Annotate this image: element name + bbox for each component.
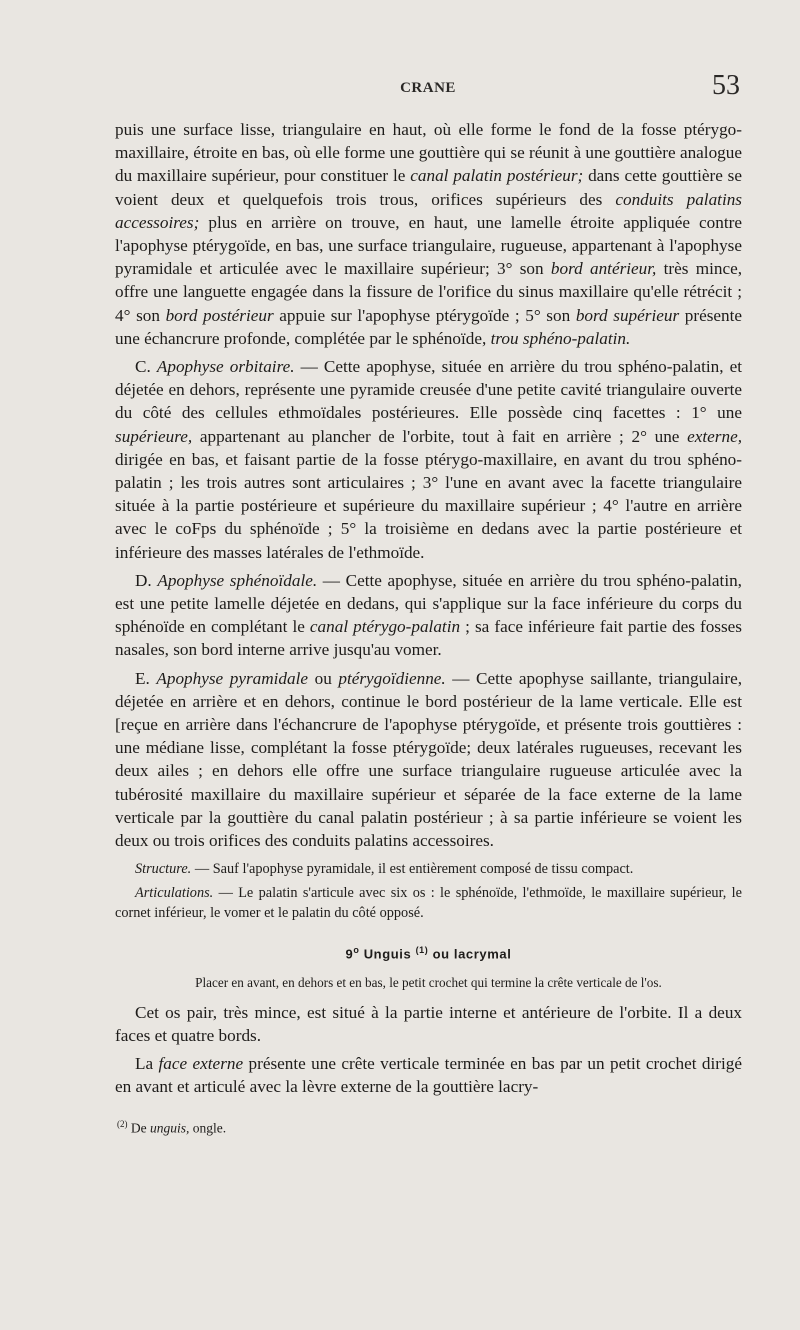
text-run: ; sa face inférieure fait partie des fosses nasales, son bord interne arrive jusqu'au vomer. xyxy=(115,617,742,660)
paragraph-palatin-surface xyxy=(115,118,742,350)
text-run: puis une surface lisse, triangulaire en haut, où elle forme le fond de la fosse ptérygo-maxillaire, étroite en bas, où elle forme une gouttière qui se réunit à une gouttière analogue du maxillaire supérieur, pour constituer le xyxy=(115,120,742,186)
section-number: 9 xyxy=(345,946,354,962)
footnote-mark: (2) xyxy=(117,1118,128,1129)
text-run: plus en arrière on trouve, en haut, une lamelle étroite appliquée contre l'apophyse ptérygoïde, en bas, une surface triangulaire, rugueuse, appartenant à l'apophyse pyramidale et articulée avec le maxillaire supérieur; 3° son xyxy=(115,212,742,279)
section-title-rest: ou lacrymal xyxy=(428,946,512,962)
paragraph-structure xyxy=(115,859,742,879)
running-head: CRANE xyxy=(400,80,456,96)
term-conduits-palatins-accessoires: conduits palatins accessoires; xyxy=(115,189,742,232)
text-run: De xyxy=(127,1120,150,1136)
text-run: présente une crête verticale terminée en bas par un petit crochet dirigé en avant et articulé avec la lèvre externe de la gouttière lacry- xyxy=(115,1054,742,1097)
page-header xyxy=(116,70,740,118)
text-run: — Cette apophyse saillante, triangulaire, déjetée en arrière et en dehors, continue le bord postérieur de la lame verticale. Elle est [reçue en arrière dans l'échancrure de l'apophyse ptérygoïde, et présente trois gouttières : une médiane lisse, complétant la fosse ptérygoïde; deux latérales rugueuses, recevant les deux ailes ; en dehors elle offre une surface triangulaire rugueuse articulée avec la tubérosité maxillaire du maxillaire supérieur et séparée de la face externe de la lame verticale par la gouttière du canal palatin postérieur ; à sa partie inférieure se voient les deux ou trois orifices des conduits palatins accessoires. xyxy=(115,668,742,851)
heading-articulations: Articulations. xyxy=(135,885,214,902)
text-run: très mince, offre une languette engagée dans la fissure de l'orifice du sinus maxillaire qu'elle rétrécit ; 4° son xyxy=(115,259,742,325)
text-run: — Le palatin s'articule avec six os : le sphénoïde, l'ethmoïde, le maxillaire supérieur, le cornet inférieur, le vomer et le palatin du côté opposé. xyxy=(115,885,742,922)
text-run: — Cette apophyse, située en arrière du trou sphéno-palatin, et déjetée en dehors, représente une pyramide creusée d'une petite cavité triangulaire ouverte du côté des cellules ethmoïdales postérieures. Elle possède cinq facettes : 1° une xyxy=(115,357,743,423)
paragraph-apophyse-pyramidale xyxy=(115,667,742,853)
footnote-ref: (1) xyxy=(415,945,429,956)
section-letter: D. xyxy=(135,570,158,590)
paragraph-apophyse-sphenoidale xyxy=(115,569,742,662)
term-trou-spheno-palatin: trou sphéno-palatin. xyxy=(490,328,631,348)
page-number: 53 xyxy=(712,70,740,101)
heading-apophyse-orbitaire: Apophyse orbitaire. xyxy=(156,357,295,377)
paragraph-unguis-intro: Cet os pair, très mince, est situé à la partie interne et antérieure de l'orbite. Il a deux faces et quatre bords. xyxy=(115,1002,742,1046)
term-canal-pterygo-palatin: canal ptérygo-palatin xyxy=(309,617,461,637)
term-bord-superieur: bord supérieur xyxy=(575,305,680,325)
text-run: appuie sur l'apophyse ptérygoïde ; 5° son xyxy=(273,305,576,325)
heading-apophyse-sphenoidale: Apophyse sphénoïdale. xyxy=(157,570,318,590)
term-bord-posterieur: bord postérieur xyxy=(165,305,274,325)
text-run: dans cette gouttière se voient deux et quelquefois trois trous, orifices supérieurs des xyxy=(115,166,743,209)
paragraph-articulations xyxy=(115,883,742,923)
term-canal-palatin-posterieur: canal palatin postérieur; xyxy=(410,166,584,186)
text-run: dirigée en bas, et faisant partie de la fosse ptérygo-maxillaire, en avant du trou sphéno-palatin ; les trois autres sont articulaires ; 3° l'une en avant avec la facette triangulaire située à la partie postérieure et supérieure du maxillaire supérieur ; 4° l'autre en arrière avec le coFps du sphénoïde ; 5° la troisième en dedans avec la partie postérieure et inférieure des masses latérales de l'ethmoïde. xyxy=(115,449,742,562)
heading-apophyse-pyramidale: Apophyse pyramidale xyxy=(156,668,309,688)
section-letter: E. xyxy=(135,668,157,688)
small-print-block xyxy=(115,859,742,923)
text-run: ongle. xyxy=(189,1120,227,1136)
text-run: appartenant au plancher de l'orbite, tout à fait en arrière ; 2° une xyxy=(192,426,688,446)
text-run: — Cette apophyse, située en arrière du trou sphéno-palatin, est une petite lamelle déjetée en dedans, qui s'applique sur la face inférieure du corps du sphénoïde en complétant le xyxy=(115,570,742,637)
term-superieure: supérieure, xyxy=(115,426,193,446)
text-run: ou xyxy=(308,668,339,688)
text-run: — Sauf l'apophyse pyramidale, il est entièrement composé de tissu compact. xyxy=(191,861,634,878)
term-bord-anterieur: bord antérieur, xyxy=(550,259,657,279)
term-face-externe: face externe xyxy=(158,1054,244,1074)
heading-structure: Structure. xyxy=(135,861,192,878)
section-title: Unguis xyxy=(359,946,416,962)
paragraph-apophyse-orbitaire xyxy=(115,355,742,564)
term-externe: externe, xyxy=(687,426,742,446)
paragraph-face-externe xyxy=(115,1052,742,1098)
heading-pterygoidienne: ptérygoïdienne. xyxy=(338,668,446,688)
orientation-instruction: Placer en avant, en dehors et en bas, le petit crochet qui termine la crête verticale de l'os. xyxy=(195,974,662,990)
text-run: La xyxy=(135,1054,159,1074)
footnote-term: unguis, xyxy=(150,1120,190,1136)
footnote xyxy=(115,1113,742,1140)
section-letter: C. xyxy=(135,357,157,377)
section-heading-unguis xyxy=(115,939,742,966)
degree-mark: o xyxy=(353,945,360,956)
text-run: présente une échancrure profonde, complétée par le sphénoïde, xyxy=(115,305,743,348)
body-text xyxy=(115,118,742,1139)
